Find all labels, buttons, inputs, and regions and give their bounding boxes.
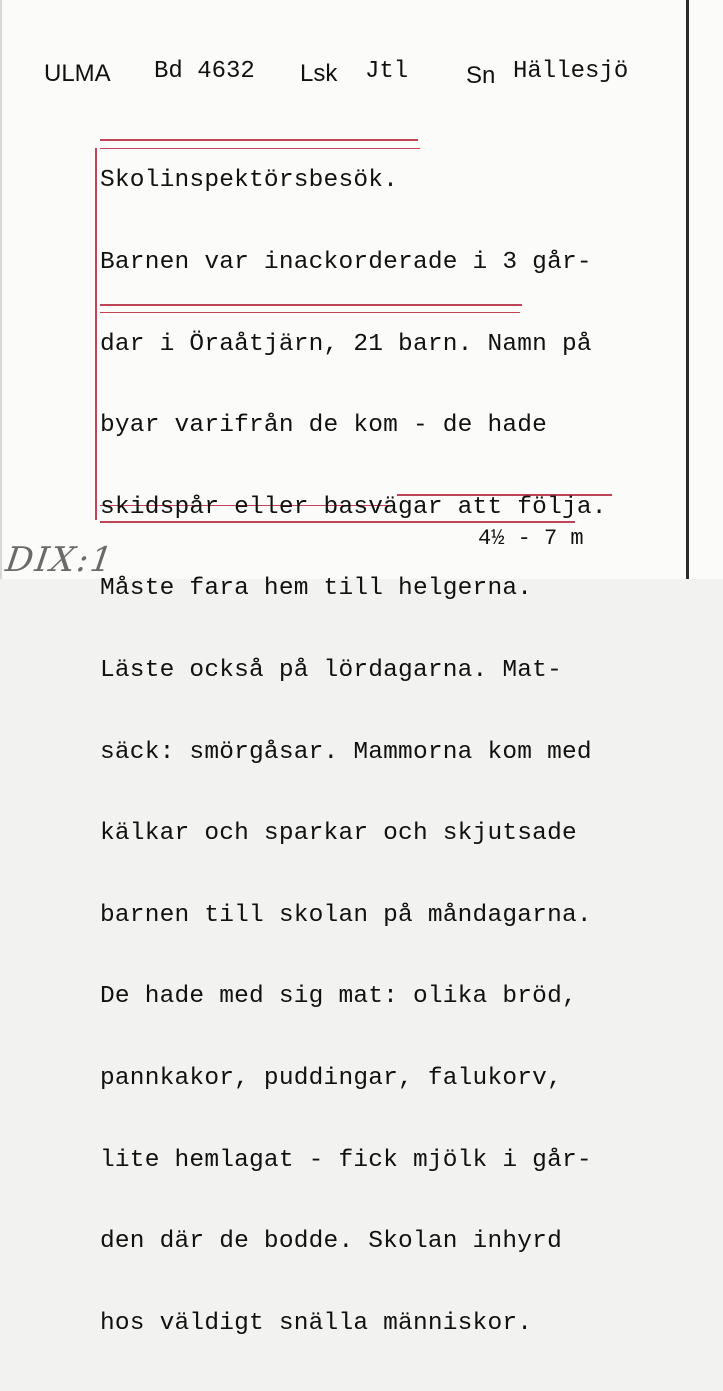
body-line: säck: smörgåsar. Mammorna kom med [100, 738, 592, 766]
card-left-edge [0, 0, 2, 579]
body-line: kälkar och sparkar och skjutsade [100, 820, 577, 848]
margin-annotation-line [95, 148, 97, 520]
lsk-value: Jtl [365, 58, 409, 85]
card-right-edge [686, 0, 689, 579]
body-line: pannkakor, puddingar, falukorv, [100, 1064, 562, 1092]
body-line: Läste också på lördagarna. Mat- [100, 656, 562, 684]
body-line: Skolinspektörsbesök. [100, 167, 399, 195]
body-line: dar i Öraåtjärn, 21 barn. Namn på [100, 330, 592, 358]
size-note: 4½ - 7 m [478, 526, 584, 551]
bd-number: Bd 4632 [154, 58, 255, 85]
body-line: Barnen var inackorderade i 3 går- [100, 249, 592, 276]
body-line: skidspår eller basvägar att följa. [100, 493, 607, 521]
body-line: lite hemlagat - fick mjölk i går- [100, 1146, 592, 1174]
sn-label: Sn [466, 62, 496, 89]
body-line: De hade med sig mat: olika bröd, [100, 983, 577, 1011]
sn-value: Hällesjö [513, 58, 629, 85]
lsk-label: Lsk [300, 60, 338, 87]
body-line: barnen till skolan på måndagarna. [100, 901, 592, 929]
handwritten-mark: DIX:1 [3, 540, 117, 580]
collection-label: ULMA [44, 60, 111, 87]
body-line: den där de bodde. Skolan inhyrd [100, 1228, 562, 1256]
body-line: hos väldigt snälla människor. [100, 1309, 533, 1337]
body-line: byar varifrån de kom - de hade [100, 412, 548, 440]
body-line: Måste fara hem till helgerna. [100, 575, 533, 603]
card-body-text [100, 113, 607, 1391]
